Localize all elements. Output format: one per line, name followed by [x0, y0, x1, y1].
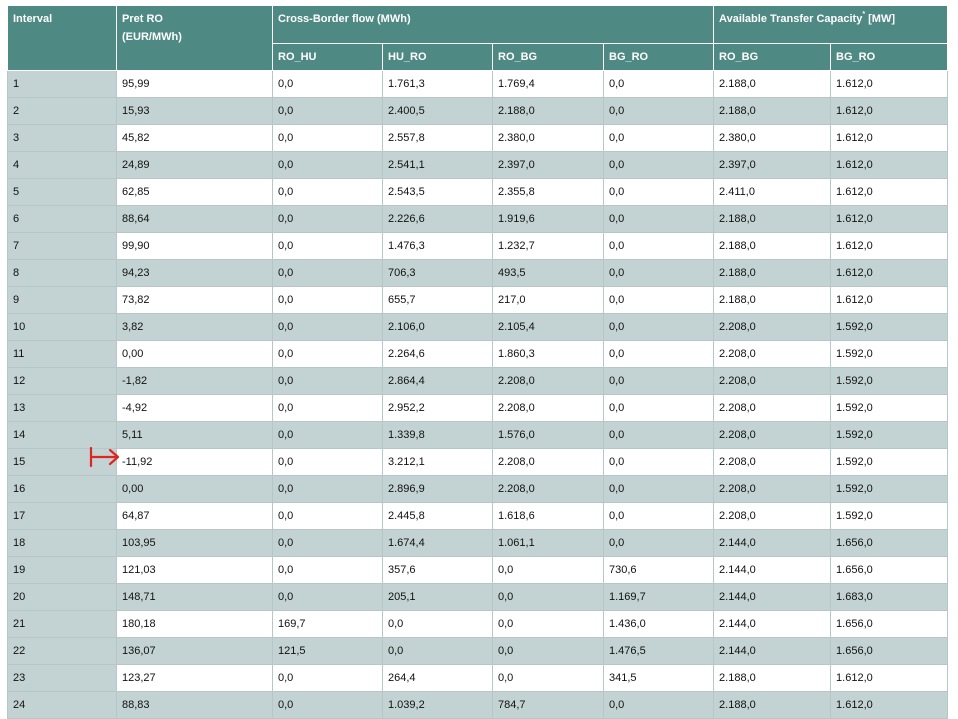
cell-ro-bg: 784,7: [493, 692, 604, 719]
cell-bg-ro: 730,6: [604, 557, 714, 584]
cell-atc-bg-ro: 1.592,0: [831, 449, 948, 476]
cell-atc-ro-bg: 2.188,0: [714, 665, 831, 692]
cell-price: 64,87: [117, 503, 273, 530]
cell-bg-ro: 0,0: [604, 692, 714, 719]
cell-ro-bg: 1.576,0: [493, 422, 604, 449]
cell-ro-bg: 1.769,4: [493, 71, 604, 98]
cell-ro-bg: 0,0: [493, 557, 604, 584]
cell-ro-hu: 169,7: [273, 611, 383, 638]
cell-ro-hu: 0,0: [273, 395, 383, 422]
cell-atc-bg-ro: 1.612,0: [831, 71, 948, 98]
cell-interval: 8: [8, 260, 117, 287]
subheader-ro-hu: RO_HU: [273, 44, 383, 71]
cell-atc-ro-bg: 2.144,0: [714, 584, 831, 611]
cell-interval: 22: [8, 638, 117, 665]
cell-hu-ro: 655,7: [383, 287, 493, 314]
cell-atc-ro-bg: 2.208,0: [714, 449, 831, 476]
cell-atc-ro-bg: 2.144,0: [714, 638, 831, 665]
cell-price: 73,82: [117, 287, 273, 314]
cell-ro-bg: 1.860,3: [493, 341, 604, 368]
cell-atc-bg-ro: 1.592,0: [831, 314, 948, 341]
cell-price: 180,18: [117, 611, 273, 638]
cell-hu-ro: 2.445,8: [383, 503, 493, 530]
cell-ro-hu: 0,0: [273, 530, 383, 557]
cell-hu-ro: 2.557,8: [383, 125, 493, 152]
cell-bg-ro: 0,0: [604, 287, 714, 314]
cell-interval: 5: [8, 179, 117, 206]
cell-hu-ro: 2.226,6: [383, 206, 493, 233]
cell-atc-ro-bg: 2.188,0: [714, 206, 831, 233]
header-interval: Interval: [8, 6, 117, 71]
cell-ro-hu: 0,0: [273, 692, 383, 719]
table-row: [8, 530, 948, 557]
cell-bg-ro: 0,0: [604, 395, 714, 422]
cell-price: 103,95: [117, 530, 273, 557]
cell-price: 88,83: [117, 692, 273, 719]
table-row: [8, 503, 948, 530]
cell-price: 148,71: [117, 584, 273, 611]
cell-ro-bg: 2.188,0: [493, 98, 604, 125]
cell-ro-bg: 0,0: [493, 611, 604, 638]
cell-bg-ro: 0,0: [604, 179, 714, 206]
cell-ro-bg: 0,0: [493, 584, 604, 611]
cell-ro-bg: 1.618,6: [493, 503, 604, 530]
cell-interval: 21: [8, 611, 117, 638]
cell-interval: 19: [8, 557, 117, 584]
cell-atc-ro-bg: 2.188,0: [714, 71, 831, 98]
table-row: [8, 152, 948, 179]
table-row: [8, 287, 948, 314]
cell-price: 15,93: [117, 98, 273, 125]
cell-ro-hu: 0,0: [273, 422, 383, 449]
cell-ro-bg: 2.355,8: [493, 179, 604, 206]
cell-ro-hu: 0,0: [273, 287, 383, 314]
cell-hu-ro: 1.039,2: [383, 692, 493, 719]
cell-ro-hu: 0,0: [273, 152, 383, 179]
table-row: [8, 449, 948, 476]
cell-atc-bg-ro: 1.592,0: [831, 503, 948, 530]
table-row: [8, 557, 948, 584]
cell-atc-ro-bg: 2.188,0: [714, 98, 831, 125]
cell-ro-hu: 0,0: [273, 98, 383, 125]
cell-bg-ro: 0,0: [604, 476, 714, 503]
cell-atc-ro-bg: 2.188,0: [714, 260, 831, 287]
cell-price: 123,27: [117, 665, 273, 692]
cell-atc-ro-bg: 2.144,0: [714, 530, 831, 557]
cell-bg-ro: 0,0: [604, 125, 714, 152]
cell-ro-bg: 2.397,0: [493, 152, 604, 179]
cell-bg-ro: 1.169,7: [604, 584, 714, 611]
cell-price: 136,07: [117, 638, 273, 665]
cell-atc-bg-ro: 1.592,0: [831, 395, 948, 422]
cell-hu-ro: 2.541,1: [383, 152, 493, 179]
cell-atc-ro-bg: 2.188,0: [714, 233, 831, 260]
header-price-line1: Pret RO: [122, 13, 163, 25]
header-price-line2: (EUR/MWh): [122, 31, 182, 43]
cell-hu-ro: 1.476,3: [383, 233, 493, 260]
header-atc-label: Available Transfer Capacity: [719, 13, 863, 25]
cell-atc-bg-ro: 1.612,0: [831, 125, 948, 152]
cell-hu-ro: 357,6: [383, 557, 493, 584]
cell-ro-hu: 121,5: [273, 638, 383, 665]
cell-atc-bg-ro: 1.612,0: [831, 98, 948, 125]
table-row: [8, 260, 948, 287]
cell-bg-ro: 0,0: [604, 449, 714, 476]
cell-price: 95,99: [117, 71, 273, 98]
cell-interval: 7: [8, 233, 117, 260]
cell-ro-bg: 0,0: [493, 665, 604, 692]
table-row: [8, 665, 948, 692]
cell-atc-bg-ro: 1.656,0: [831, 638, 948, 665]
cell-price: 121,03: [117, 557, 273, 584]
cell-interval: 18: [8, 530, 117, 557]
cell-ro-hu: 0,0: [273, 260, 383, 287]
cell-atc-bg-ro: 1.683,0: [831, 584, 948, 611]
cell-ro-hu: 0,0: [273, 233, 383, 260]
cell-bg-ro: 0,0: [604, 503, 714, 530]
cell-atc-bg-ro: 1.592,0: [831, 422, 948, 449]
cell-ro-hu: 0,0: [273, 557, 383, 584]
cell-bg-ro: 1.436,0: [604, 611, 714, 638]
cell-atc-bg-ro: 1.656,0: [831, 557, 948, 584]
cell-ro-hu: 0,0: [273, 71, 383, 98]
cell-interval: 4: [8, 152, 117, 179]
cell-atc-bg-ro: 1.612,0: [831, 233, 948, 260]
cell-interval: 14: [8, 422, 117, 449]
subheader-atc-bg-ro: BG_RO: [831, 44, 948, 71]
cell-atc-ro-bg: 2.208,0: [714, 341, 831, 368]
cell-price: 62,85: [117, 179, 273, 206]
table-row: [8, 395, 948, 422]
cell-atc-ro-bg: 2.208,0: [714, 395, 831, 422]
cell-atc-bg-ro: 1.612,0: [831, 260, 948, 287]
cell-hu-ro: 0,0: [383, 638, 493, 665]
cell-ro-bg: 1.061,1: [493, 530, 604, 557]
cell-interval: 24: [8, 692, 117, 719]
cell-atc-ro-bg: 2.208,0: [714, 476, 831, 503]
cell-atc-ro-bg: 2.208,0: [714, 422, 831, 449]
cell-ro-hu: 0,0: [273, 341, 383, 368]
cell-ro-bg: 217,0: [493, 287, 604, 314]
subheader-bg-ro: BG_RO: [604, 44, 714, 71]
cell-bg-ro: 0,0: [604, 206, 714, 233]
cell-atc-ro-bg: 2.208,0: [714, 368, 831, 395]
cell-ro-bg: 2.380,0: [493, 125, 604, 152]
cell-bg-ro: 0,0: [604, 530, 714, 557]
table-row: [8, 476, 948, 503]
table-row: [8, 422, 948, 449]
cell-bg-ro: 0,0: [604, 98, 714, 125]
cell-atc-bg-ro: 1.592,0: [831, 368, 948, 395]
cell-interval: 20: [8, 584, 117, 611]
cell-hu-ro: 1.761,3: [383, 71, 493, 98]
cell-price: 0,00: [117, 341, 273, 368]
cell-price: 3,82: [117, 314, 273, 341]
cell-atc-ro-bg: 2.208,0: [714, 314, 831, 341]
cell-bg-ro: 0,0: [604, 233, 714, 260]
cell-bg-ro: 0,0: [604, 422, 714, 449]
cell-price: -4,92: [117, 395, 273, 422]
market-results-table: [7, 5, 948, 719]
cell-hu-ro: 0,0: [383, 611, 493, 638]
cell-ro-bg: 2.105,4: [493, 314, 604, 341]
cell-interval: 23: [8, 665, 117, 692]
cell-hu-ro: 205,1: [383, 584, 493, 611]
cell-atc-ro-bg: 2.208,0: [714, 503, 831, 530]
cell-interval: 2: [8, 98, 117, 125]
header-atc-footnote-mark: *: [862, 11, 866, 18]
cell-price: 99,90: [117, 233, 273, 260]
table-body: [8, 71, 948, 719]
cell-bg-ro: 0,0: [604, 260, 714, 287]
subheader-atc-ro-bg: RO_BG: [714, 44, 831, 71]
subheader-ro-bg: RO_BG: [493, 44, 604, 71]
cell-atc-bg-ro: 1.612,0: [831, 152, 948, 179]
cell-ro-hu: 0,0: [273, 503, 383, 530]
cell-ro-hu: 0,0: [273, 665, 383, 692]
cell-interval: 13: [8, 395, 117, 422]
cell-interval: 6: [8, 206, 117, 233]
table-row: [8, 314, 948, 341]
cell-ro-hu: 0,0: [273, 314, 383, 341]
cell-atc-ro-bg: 2.411,0: [714, 179, 831, 206]
cell-ro-bg: 2.208,0: [493, 476, 604, 503]
cell-hu-ro: 2.864,4: [383, 368, 493, 395]
cell-atc-ro-bg: 2.397,0: [714, 152, 831, 179]
table-row: [8, 233, 948, 260]
header-price: [117, 6, 273, 71]
cell-hu-ro: 2.952,2: [383, 395, 493, 422]
table-row: [8, 692, 948, 719]
cell-ro-hu: 0,0: [273, 584, 383, 611]
cell-price: 24,89: [117, 152, 273, 179]
cell-atc-bg-ro: 1.612,0: [831, 206, 948, 233]
cell-price: 0,00: [117, 476, 273, 503]
cell-interval: 3: [8, 125, 117, 152]
table-row: [8, 638, 948, 665]
cell-interval: 15: [8, 449, 117, 476]
cell-ro-bg: 1.232,7: [493, 233, 604, 260]
cell-ro-bg: 493,5: [493, 260, 604, 287]
subheader-hu-ro: HU_RO: [383, 44, 493, 71]
cell-atc-ro-bg: 2.380,0: [714, 125, 831, 152]
table-row: [8, 341, 948, 368]
cell-interval: 17: [8, 503, 117, 530]
cell-hu-ro: 2.400,5: [383, 98, 493, 125]
cell-hu-ro: 2.264,6: [383, 341, 493, 368]
cell-price: 88,64: [117, 206, 273, 233]
cell-interval: 11: [8, 341, 117, 368]
header-cross-border-flow: Cross-Border flow (MWh): [273, 6, 714, 44]
cell-ro-hu: 0,0: [273, 449, 383, 476]
cell-bg-ro: 0,0: [604, 71, 714, 98]
cell-ro-hu: 0,0: [273, 206, 383, 233]
cell-interval: 16: [8, 476, 117, 503]
table-row: [8, 179, 948, 206]
table-row: [8, 611, 948, 638]
cell-hu-ro: 1.339,8: [383, 422, 493, 449]
cell-atc-ro-bg: 2.188,0: [714, 692, 831, 719]
cell-atc-bg-ro: 1.592,0: [831, 341, 948, 368]
cell-hu-ro: 264,4: [383, 665, 493, 692]
cell-interval: 12: [8, 368, 117, 395]
cell-ro-hu: 0,0: [273, 368, 383, 395]
table-row: [8, 71, 948, 98]
cell-atc-bg-ro: 1.612,0: [831, 179, 948, 206]
header-atc: [714, 6, 948, 44]
cell-hu-ro: 3.212,1: [383, 449, 493, 476]
cell-price: -1,82: [117, 368, 273, 395]
cell-hu-ro: 706,3: [383, 260, 493, 287]
cell-bg-ro: 0,0: [604, 314, 714, 341]
cell-hu-ro: 2.106,0: [383, 314, 493, 341]
cell-atc-bg-ro: 1.612,0: [831, 665, 948, 692]
cell-price: 5,11: [117, 422, 273, 449]
cell-bg-ro: 0,0: [604, 341, 714, 368]
table-row: [8, 98, 948, 125]
cell-bg-ro: 341,5: [604, 665, 714, 692]
cell-hu-ro: 2.543,5: [383, 179, 493, 206]
cell-interval: 10: [8, 314, 117, 341]
cell-atc-ro-bg: 2.144,0: [714, 557, 831, 584]
cell-atc-bg-ro: 1.612,0: [831, 692, 948, 719]
cell-price: 94,23: [117, 260, 273, 287]
cell-bg-ro: 0,0: [604, 368, 714, 395]
table-row: [8, 368, 948, 395]
cell-interval: 1: [8, 71, 117, 98]
cell-ro-bg: 2.208,0: [493, 395, 604, 422]
cell-atc-bg-ro: 1.656,0: [831, 530, 948, 557]
cell-atc-bg-ro: 1.656,0: [831, 611, 948, 638]
table-row: [8, 584, 948, 611]
cell-price: -11,92: [117, 449, 273, 476]
cell-atc-ro-bg: 2.144,0: [714, 611, 831, 638]
cell-hu-ro: 2.896,9: [383, 476, 493, 503]
cell-ro-bg: 1.919,6: [493, 206, 604, 233]
cell-atc-bg-ro: 1.592,0: [831, 476, 948, 503]
cell-atc-ro-bg: 2.188,0: [714, 287, 831, 314]
cell-ro-hu: 0,0: [273, 179, 383, 206]
cell-ro-bg: 0,0: [493, 638, 604, 665]
cell-price: 45,82: [117, 125, 273, 152]
cell-interval: 9: [8, 287, 117, 314]
header-atc-unit: [MW]: [865, 13, 895, 25]
table-row: [8, 206, 948, 233]
red-arrow-icon: [88, 445, 122, 469]
cell-ro-hu: 0,0: [273, 476, 383, 503]
cell-ro-hu: 0,0: [273, 125, 383, 152]
cell-atc-bg-ro: 1.612,0: [831, 287, 948, 314]
table-row: [8, 125, 948, 152]
cell-hu-ro: 1.674,4: [383, 530, 493, 557]
cell-bg-ro: 0,0: [604, 152, 714, 179]
cell-ro-bg: 2.208,0: [493, 449, 604, 476]
cell-bg-ro: 1.476,5: [604, 638, 714, 665]
cell-ro-bg: 2.208,0: [493, 368, 604, 395]
